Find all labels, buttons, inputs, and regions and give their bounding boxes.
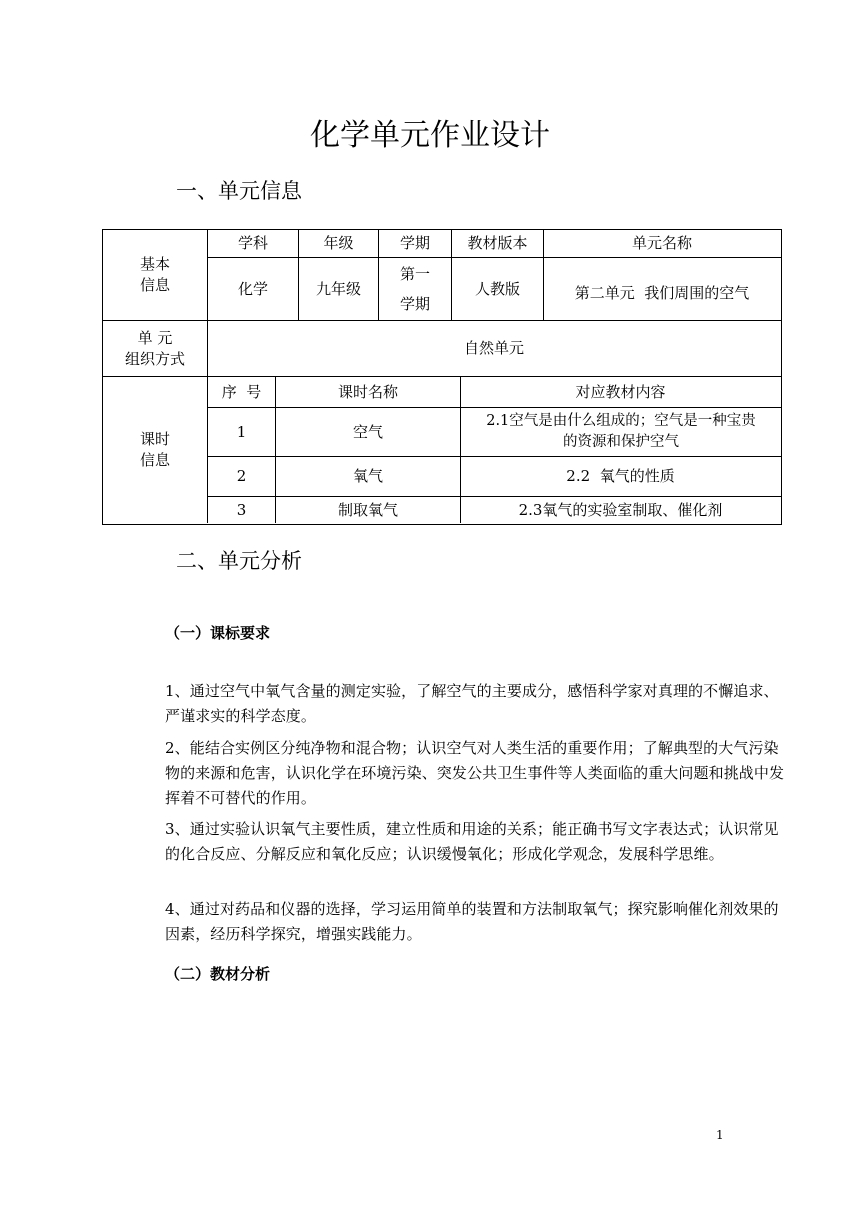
subsection-heading-curriculum: （一）课标要求	[165, 624, 271, 642]
paragraph-1: 1、通过空气中氧气含量的测定实验，了解空气的主要成分，感悟科学家对真理的不懈追求、严谨求实的科学态度。	[165, 682, 779, 725]
lesson-3-name: 制取氧气	[337, 500, 398, 519]
header-lesson-index: 序 号	[221, 382, 262, 401]
lesson-2-name: 氧气	[352, 467, 383, 485]
header-grade: 年级	[323, 234, 354, 252]
page-number: 1	[716, 1128, 724, 1142]
value-term: 第一 学期	[399, 265, 430, 313]
lesson-3-content: 2.3氧气的实验室制取、催化剂	[518, 500, 723, 519]
subsection-heading-textbook: （二）教材分析	[165, 965, 271, 983]
lesson-2-index: 2	[236, 467, 247, 485]
paragraph-4: 4、通过对药品和仪器的选择，学习运用简单的装置和方法制取氧气；探究影响催化剂效果的因素，经历科学探究，增强实践能力。	[165, 900, 779, 943]
organization-value: 自然单元	[463, 339, 524, 357]
organization-label: 单 元 组织方式	[124, 328, 185, 368]
paragraph-3: 3、通过实验认识氧气主要性质，建立性质和用途的关系；能正确书写文字表达式；认识常见的化合反应、分解反应和氧化反应；认识缓慢氧化；形成化学观念，发展科学思维。	[165, 820, 779, 863]
header-lesson-content: 对应教材内容	[575, 382, 666, 401]
lesson-1-name: 空气	[352, 422, 383, 441]
lesson-1-content: 2.1空气是由什么组成的；空气是一种宝贵 的资源和保护空气	[486, 413, 756, 450]
lesson-1-index: 1	[236, 422, 247, 441]
lesson-2-content: 2.2 氧气的性质	[566, 467, 675, 485]
header-edition: 教材版本	[467, 234, 528, 252]
lessons-label: 课时 信息	[139, 430, 170, 469]
value-unit-name: 第二单元 我们周围的空气	[574, 283, 750, 302]
section-heading-unit-analysis: 二、单元分析	[176, 549, 302, 573]
section-heading-unit-info: 一、单元信息	[176, 179, 302, 203]
value-grade: 九年级	[315, 279, 361, 298]
header-subject: 学科	[237, 234, 268, 252]
header-term: 学期	[399, 234, 430, 252]
paragraph-2: 2、能结合实例区分纯净物和混合物；认识空气对人类生活的重要作用；了解典型的大气污染物的来源和危害，认识化学在环境污染、突发公共卫生事件等人类面临的重大问题和挑战中发挥着不可替代的作用。	[165, 739, 785, 807]
header-lesson-name: 课时名称	[337, 382, 398, 401]
basic-info-label: 基本 信息	[139, 255, 170, 294]
lesson-3-index: 3	[236, 500, 247, 519]
document-title: 化学单元作业设计	[310, 118, 550, 153]
value-edition: 人教版	[474, 279, 520, 298]
header-unit-name: 单元名称	[631, 234, 692, 252]
value-subject: 化学	[237, 279, 268, 298]
